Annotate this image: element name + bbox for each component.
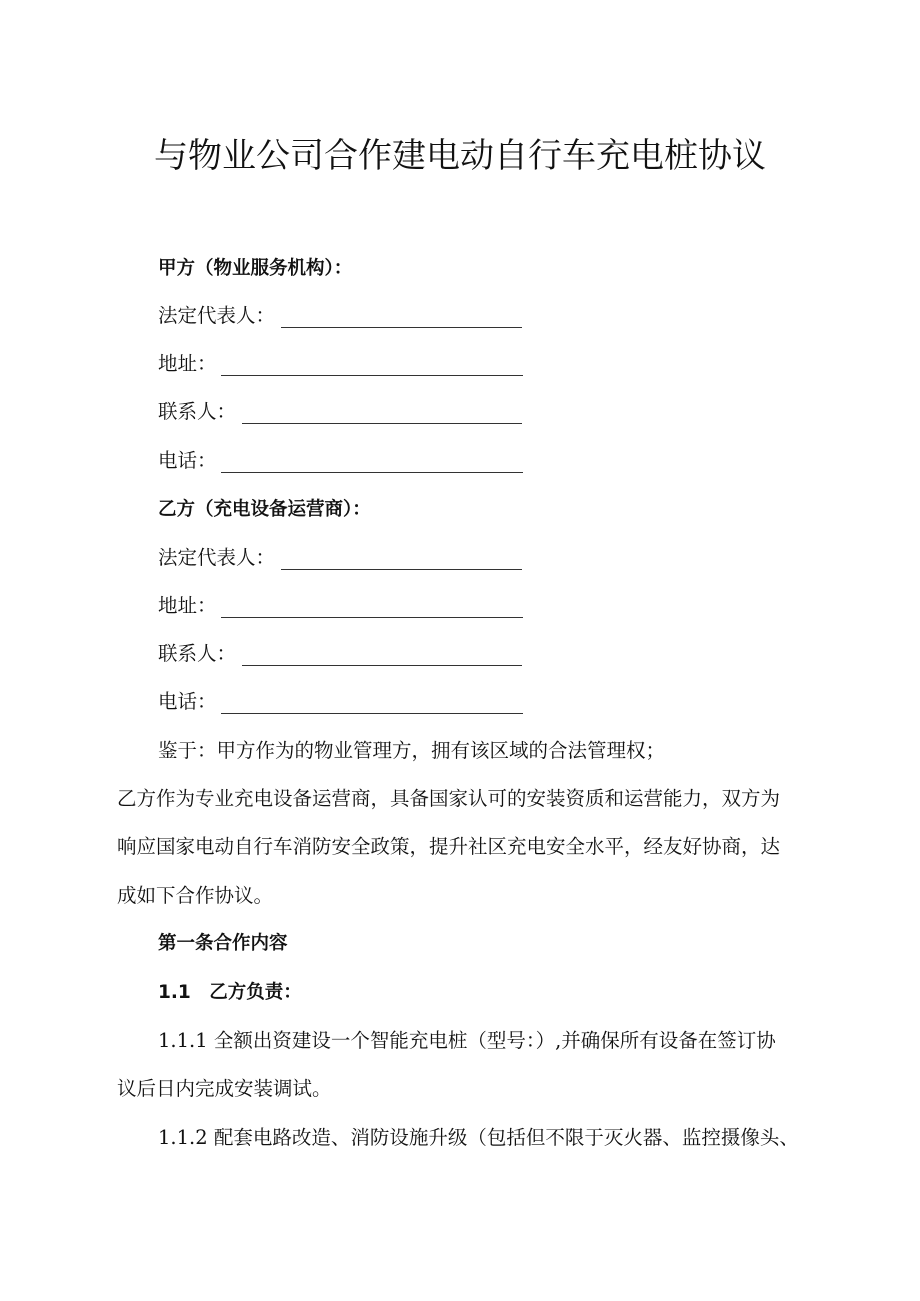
party-b-heading: 乙方（充电设备运营商）： xyxy=(158,499,371,520)
party-b-address-field xyxy=(158,594,523,618)
document-title: 与物业公司合作建电动自行车充电桩协议 xyxy=(154,136,766,176)
party-b-rep-blank[interactable] xyxy=(281,549,522,570)
party-b-rep-label: 法定代表人： xyxy=(158,546,276,569)
preamble-line-2: 乙方作为专业充电设备运营商，具备国家认可的安装资质和运营能力，双方为 xyxy=(117,787,781,810)
item-1-1-1-line-1: 1.1.1 全额出资建设一个智能充电桩（型号：）,并确保所有设备在签订协 xyxy=(158,1029,776,1052)
party-b-contact-blank[interactable] xyxy=(242,645,522,666)
preamble-line-1: 鉴于：甲方作为的物业管理方，拥有该区域的合法管理权； xyxy=(158,739,666,762)
party-a-address-field xyxy=(158,352,523,376)
party-a-address-blank[interactable] xyxy=(221,355,523,376)
preamble-line-4: 成如下合作协议。 xyxy=(117,884,274,907)
preamble-line-3: 响应国家电动自行车消防安全政策，提升社区充电安全水平，经友好协商，达 xyxy=(117,835,781,858)
party-b-phone-label: 电话： xyxy=(158,690,217,713)
party-a-contact-label: 联系人： xyxy=(158,400,237,423)
section-1-1: 1.1 乙方负责： xyxy=(158,982,302,1003)
party-b-address-label: 地址： xyxy=(158,594,217,617)
party-b-phone-blank[interactable] xyxy=(221,693,523,714)
party-a-phone-blank[interactable] xyxy=(221,452,523,473)
party-b-phone-field xyxy=(158,690,523,714)
party-b-contact-field xyxy=(158,642,522,666)
item-1-1-1-line-2: 议后日内完成安装调试。 xyxy=(117,1077,332,1100)
party-b-contact-label: 联系人： xyxy=(158,642,237,665)
party-a-phone-label: 电话： xyxy=(158,449,217,472)
party-a-rep-field xyxy=(158,304,522,328)
party-a-contact-field xyxy=(158,400,522,424)
party-a-heading: 甲方（物业服务机构）： xyxy=(158,258,353,279)
party-a-phone-field xyxy=(158,449,523,473)
party-a-rep-blank[interactable] xyxy=(281,307,522,328)
party-a-contact-blank[interactable] xyxy=(242,403,522,424)
article-1-heading: 第一条合作内容 xyxy=(158,933,288,954)
party-a-address-label: 地址： xyxy=(158,352,217,375)
item-1-1-2-line-1: 1.1.2 配套电路改造、消防设施升级（包括但不限于灭火器、监控摄像头、 xyxy=(158,1126,799,1149)
party-a-rep-label: 法定代表人： xyxy=(158,304,276,327)
party-b-address-blank[interactable] xyxy=(221,597,523,618)
party-b-rep-field xyxy=(158,546,522,570)
